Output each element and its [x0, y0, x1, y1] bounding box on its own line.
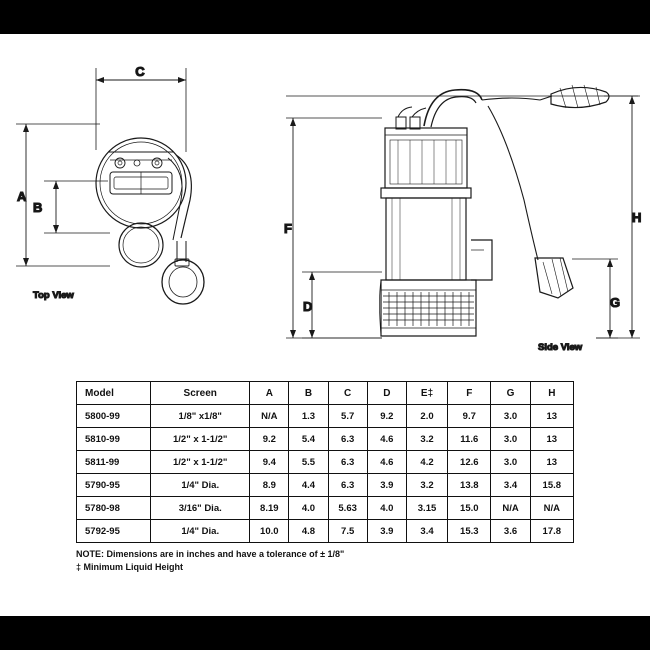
cell-f: 11.6: [448, 428, 491, 451]
table-row: [77, 497, 574, 520]
specifications-table: [76, 381, 574, 543]
cell-a: 8.9: [250, 474, 289, 497]
cell-d: 9.2: [367, 405, 406, 428]
col-header-d: D: [367, 382, 406, 405]
cell-a: 8.19: [250, 497, 289, 520]
cell-c: 7.5: [328, 520, 367, 543]
cell-c: 6.3: [328, 428, 367, 451]
cell-model: 5792-95: [77, 520, 151, 543]
table-row: [77, 520, 574, 543]
top-view-group: [16, 64, 204, 304]
cell-a: 9.4: [250, 451, 289, 474]
cell-model: 5810-99: [77, 428, 151, 451]
col-header-h: H: [530, 382, 573, 405]
cell-b: 5.4: [289, 428, 328, 451]
col-header-a: A: [250, 382, 289, 405]
cell-e: 3.2: [406, 428, 447, 451]
cell-g: 3.6: [491, 520, 530, 543]
cell-model: 5790-95: [77, 474, 151, 497]
cell-f: 15.0: [448, 497, 491, 520]
cell-h: 13: [530, 405, 573, 428]
dimension-d-side-view: [302, 272, 382, 338]
cell-model: 5811-99: [77, 451, 151, 474]
table-row: [77, 428, 574, 451]
cell-screen: 1/4" Dia.: [151, 520, 250, 543]
cell-d: 4.0: [367, 497, 406, 520]
table-row: [77, 474, 574, 497]
cell-b: 1.3: [289, 405, 328, 428]
cell-c: 6.3: [328, 474, 367, 497]
cell-c: 5.7: [328, 405, 367, 428]
cell-e: 3.4: [406, 520, 447, 543]
float-up: [551, 85, 609, 108]
cell-b: 4.8: [289, 520, 328, 543]
cell-a: 10.0: [250, 520, 289, 543]
top-view-label: Top View: [33, 290, 74, 301]
col-header-g: G: [491, 382, 530, 405]
table-row: [77, 405, 574, 428]
cell-f: 15.3: [448, 520, 491, 543]
cell-h: 13: [530, 428, 573, 451]
cell-model: 5800-99: [77, 405, 151, 428]
notes-block: [76, 548, 596, 574]
side-view-label: Side View: [538, 342, 583, 353]
specifications-table-wrapper: [76, 381, 574, 543]
col-header-e: E‡: [406, 382, 447, 405]
cell-e: 3.15: [406, 497, 447, 520]
dim-label-d-side: D: [303, 299, 313, 314]
cell-screen: 1/2" x 1-1/2": [151, 451, 250, 474]
cell-h: 13: [530, 451, 573, 474]
cell-e: 3.2: [406, 474, 447, 497]
cell-screen: 1/2" x 1-1/2": [151, 428, 250, 451]
cell-b: 4.4: [289, 474, 328, 497]
note-minimum-liquid-height: ‡ Minimum Liquid Height: [76, 562, 183, 572]
cell-f: 12.6: [448, 451, 491, 474]
table-row: [77, 451, 574, 474]
dim-label-c-top: C: [135, 64, 145, 79]
cell-d: 4.6: [367, 428, 406, 451]
cell-screen: 3/16" Dia.: [151, 497, 250, 520]
cell-screen: 1/4" Dia.: [151, 474, 250, 497]
dim-label-g-side: G: [610, 295, 621, 310]
cell-f: 13.8: [448, 474, 491, 497]
col-header-screen: Screen: [151, 382, 250, 405]
cell-g: 3.4: [491, 474, 530, 497]
cell-g: 3.0: [491, 428, 530, 451]
dim-label-h-side: H: [632, 210, 642, 225]
dim-label-f-side: F: [284, 221, 292, 236]
col-header-f: F: [448, 382, 491, 405]
col-header-c: C: [328, 382, 367, 405]
dimension-f-side-view: [286, 118, 382, 338]
cell-b: 5.5: [289, 451, 328, 474]
table-header-row: [77, 382, 574, 405]
cell-h: 17.8: [530, 520, 573, 543]
float-down: [535, 258, 573, 298]
cell-c: 5.63: [328, 497, 367, 520]
cell-screen: 1/8" x1/8": [151, 405, 250, 428]
note-tolerance: NOTE: Dimensions are in inches and have a tolerance of ± 1/8": [76, 549, 345, 559]
cell-g: 3.0: [491, 451, 530, 474]
cell-e: 2.0: [406, 405, 447, 428]
cell-d: 4.6: [367, 451, 406, 474]
dim-label-a-top: A: [17, 189, 27, 204]
cell-d: 3.9: [367, 474, 406, 497]
cell-model: 5780-98: [77, 497, 151, 520]
cell-c: 6.3: [328, 451, 367, 474]
cell-e: 4.2: [406, 451, 447, 474]
cell-g: 3.0: [491, 405, 530, 428]
cell-g: N/A: [491, 497, 530, 520]
cell-a: 9.2: [250, 428, 289, 451]
cell-b: 4.0: [289, 497, 328, 520]
dim-label-b-top: B: [33, 200, 43, 215]
cell-a: N/A: [250, 405, 289, 428]
cell-d: 3.9: [367, 520, 406, 543]
cell-h: N/A: [530, 497, 573, 520]
cell-f: 9.7: [448, 405, 491, 428]
col-header-b: B: [289, 382, 328, 405]
cell-h: 15.8: [530, 474, 573, 497]
col-header-model: Model: [77, 382, 151, 405]
dimension-c-top-view: [96, 68, 186, 152]
side-view-group: [284, 85, 641, 353]
